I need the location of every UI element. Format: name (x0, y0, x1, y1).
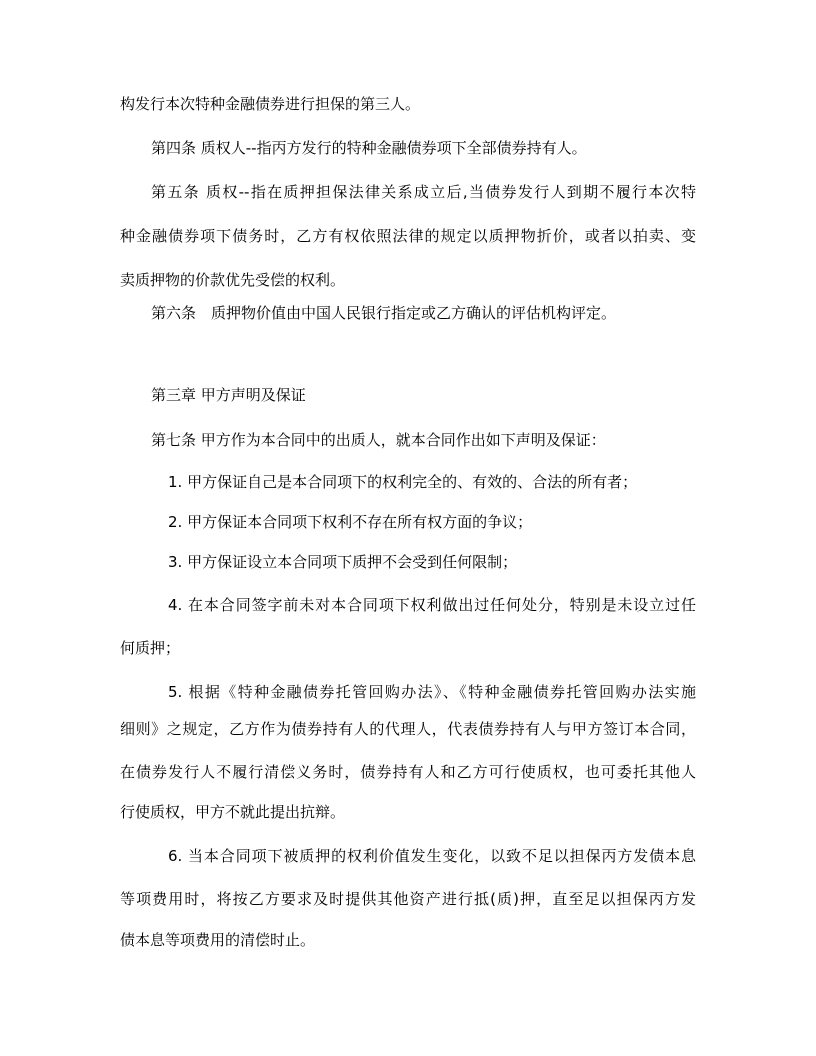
clause-6-line-1: 6. 当本合同项下被质押的权利价值发生变化，以致不足以担保丙方发债本息 (168, 847, 696, 865)
clause-2: 2. 甲方保证本合同项下权利不存在所有权方面的争议； (168, 513, 533, 531)
article-7: 第七条 甲方作为本合同中的出质人，就本合同作出如下声明及保证： (151, 431, 606, 449)
article-4: 第四条 质权人--指丙方发行的特种金融债券项下全部债券持有人。 (151, 139, 587, 157)
chapter-3-heading: 第三章 甲方声明及保证 (151, 386, 306, 404)
clause-6-line-2: 等项费用时，将按乙方要求及时提供其他资产进行抵(质)押，直至足以担保丙方发 (120, 890, 696, 908)
article-5-line-1: 第五条 质权--指在质押担保法律关系成立后,当债券发行人到期不履行本次特 (151, 183, 696, 201)
article-6: 第六条 质押物价值由中国人民银行指定或乙方确认的评估机构评定。 (151, 304, 617, 322)
clause-1: 1. 甲方保证自己是本合同项下的权利完全的、有效的、合法的所有者； (168, 473, 638, 491)
clause-6-line-3: 债本息等项费用的清偿时止。 (120, 931, 316, 949)
clause-5-line-2: 细则》之规定，乙方作为债券持有人的代理人，代表债券持有人与甲方签订本合同， (120, 720, 696, 738)
text-line: 构发行本次特种金融债券进行担保的第三人。 (120, 95, 421, 113)
article-5-line-2: 种金融债券项下债务时，乙方有权依照法律的规定以质押物折价，或者以拍卖、变 (120, 227, 696, 245)
clause-3: 3. 甲方保证设立本合同项下质押不会受到任何限制； (168, 553, 518, 571)
clause-5-line-3: 在债券发行人不履行清偿义务时，债券持有人和乙方可行使质权，也可委托其他人 (120, 763, 696, 781)
clause-4-line-1: 4. 在本合同签字前未对本合同项下权利做出过任何处分，特别是未设立过任 (168, 596, 696, 614)
clause-4-line-2: 何质押； (120, 639, 181, 657)
clause-5-line-1: 5. 根据《特种金融债券托管回购办法》、《特种金融债券托管回购办法实施 (168, 683, 696, 701)
clause-5-line-4: 行使质权，甲方不就此提出抗辩。 (120, 803, 346, 821)
article-5-line-3: 卖质押物的价款优先受偿的权利。 (120, 271, 346, 289)
